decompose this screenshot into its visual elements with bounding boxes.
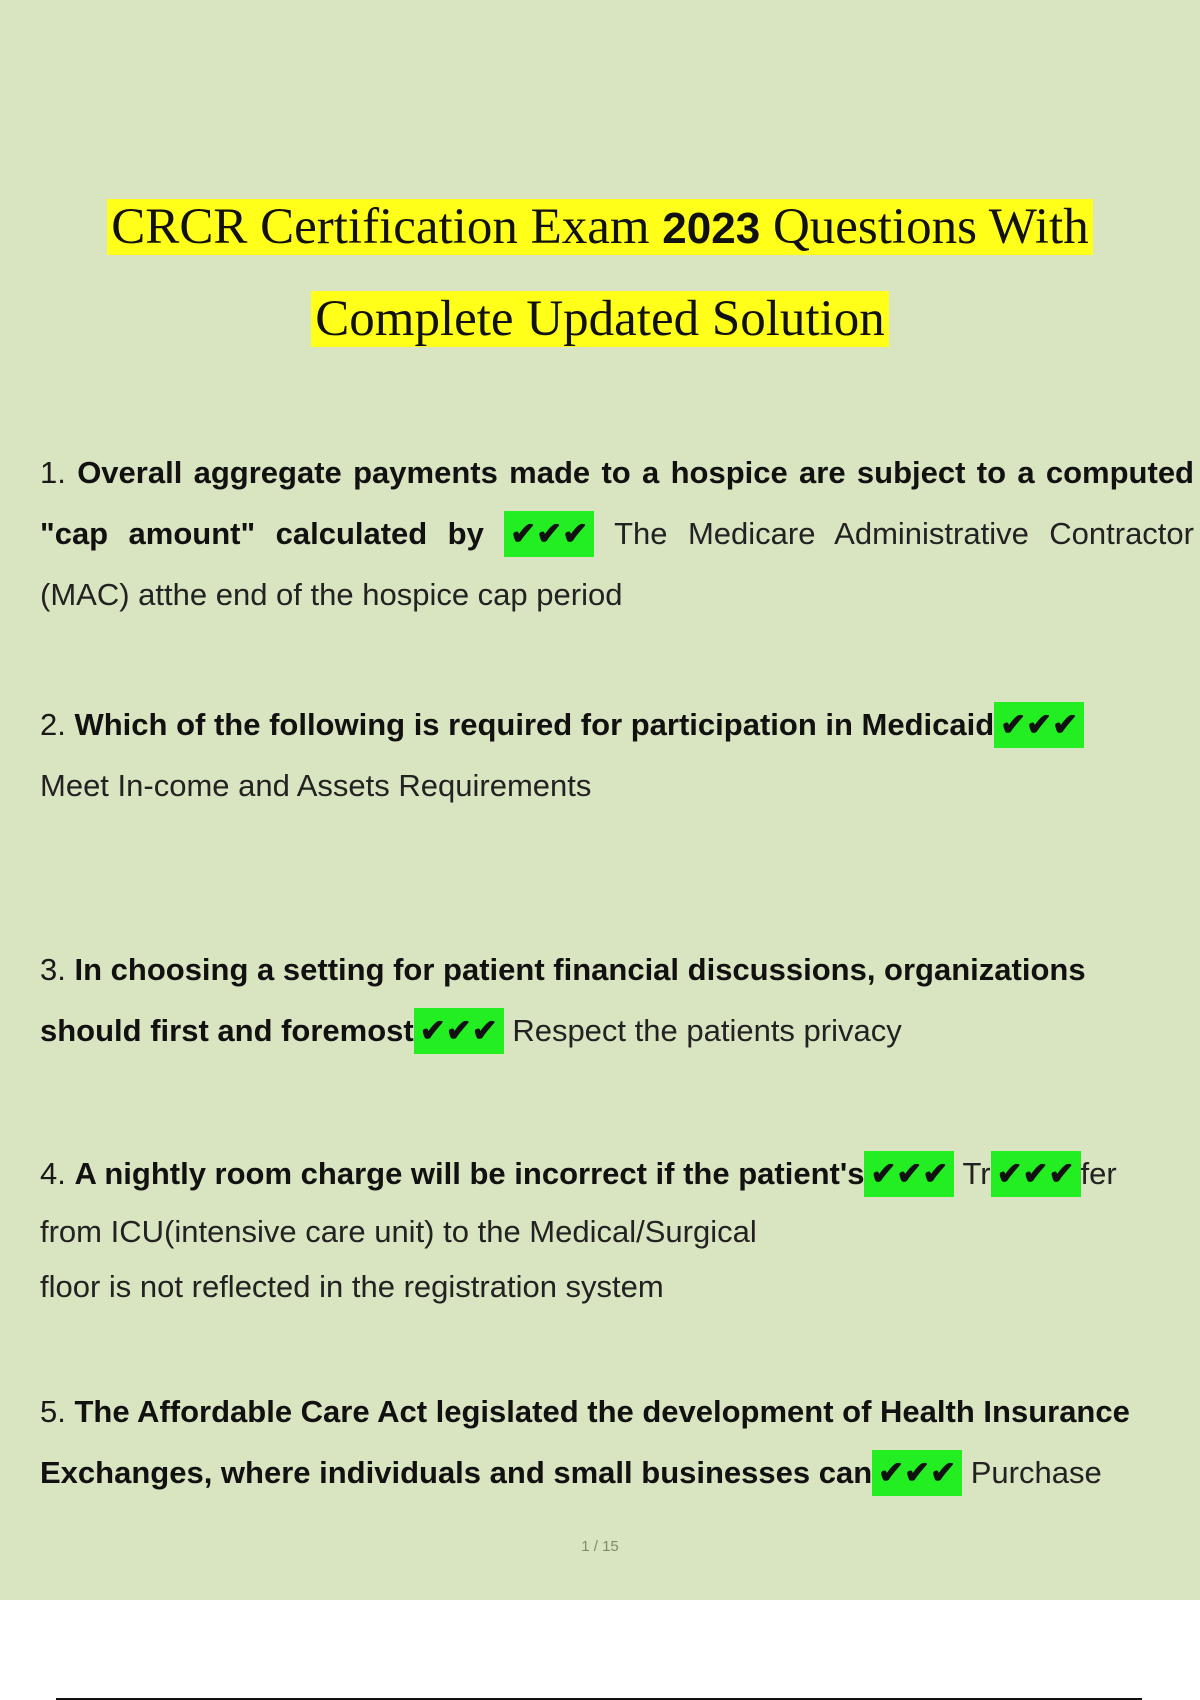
checkmark-icon: ✔✔✔ bbox=[864, 1151, 954, 1197]
question-text: Which of the following is required for participation in Medicaid bbox=[74, 707, 995, 742]
title-part2: Questions With bbox=[772, 199, 1089, 255]
question-2 bbox=[40, 694, 1194, 816]
answer-suffix: fer bbox=[1080, 1156, 1117, 1191]
document-title bbox=[0, 182, 1200, 365]
question-number: 2. bbox=[40, 707, 66, 742]
checkmark-icon: ✔✔✔ bbox=[872, 1450, 962, 1496]
title-highlight-2: Complete Updated Solution bbox=[311, 291, 888, 347]
answer-text: Meet In-come and Assets Requirements bbox=[40, 768, 592, 803]
question-number: 4. bbox=[40, 1156, 66, 1191]
question-number: 5. bbox=[40, 1394, 66, 1429]
checkmark-icon: ✔✔✔ bbox=[504, 511, 594, 557]
question-text: In choosing a setting for patient financial discussions, organizations should first and foremost bbox=[40, 952, 1086, 1048]
title-year: 2023 bbox=[662, 204, 761, 253]
answer-prefix: Tr bbox=[962, 1156, 991, 1191]
answer-text: Purchase bbox=[970, 1455, 1102, 1490]
checkmark-icon: ✔✔✔ bbox=[994, 702, 1084, 748]
answer-text bbox=[962, 1156, 1116, 1191]
title-part1: CRCR Certification Exam bbox=[111, 199, 650, 255]
question-text: Overall aggregate payments made to a hospice are subject to a computed "cap amount" calculated by bbox=[40, 455, 1194, 551]
question-5 bbox=[40, 1381, 1194, 1503]
title-line-2 bbox=[0, 274, 1200, 365]
answer-line-2: from ICU(intensive care unit) to the Medical/Surgical bbox=[40, 1214, 757, 1249]
question-3 bbox=[40, 939, 1194, 1061]
title-line-1 bbox=[0, 182, 1200, 274]
answer-line-3: floor is not reflected in the registration system bbox=[40, 1269, 664, 1304]
page-indicator: 1 / 15 bbox=[581, 1538, 619, 1555]
title-highlight-1 bbox=[107, 199, 1092, 255]
checkmark-icon: ✔✔✔ bbox=[414, 1008, 504, 1054]
question-text: A nightly room charge will be incorrect if the patient's bbox=[74, 1156, 865, 1191]
question-1 bbox=[40, 442, 1194, 625]
question-number: 3. bbox=[40, 952, 66, 987]
question-text: The Affordable Care Act legislated the development of Health Insurance Exchanges, where individuals and small businesses can bbox=[40, 1394, 1130, 1490]
answer-text: Respect the patients privacy bbox=[512, 1013, 902, 1048]
checkmark-icon: ✔✔✔ bbox=[991, 1151, 1081, 1197]
answer-text: The Medicare Administrative Contractor (MAC) atthe end of the hospice cap period bbox=[40, 516, 1194, 612]
question-4 bbox=[40, 1143, 1194, 1314]
question-number: 1. bbox=[40, 455, 66, 490]
